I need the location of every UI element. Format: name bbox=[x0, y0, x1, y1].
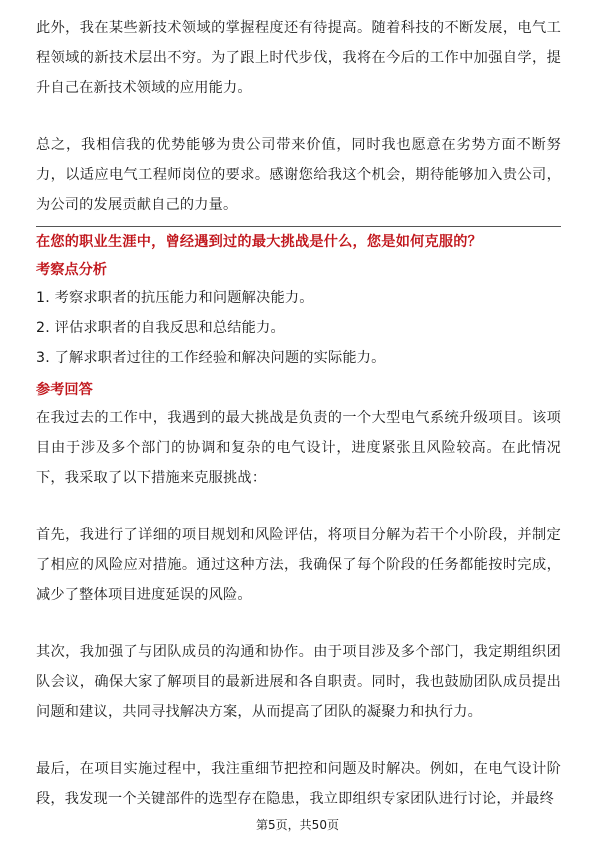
analysis-heading: 考察点分析 bbox=[36, 262, 107, 278]
analysis-item: 3. 了解求职者过往的工作经验和解决问题的实际能力。 bbox=[36, 350, 386, 366]
analysis-item: 2. 评估求职者的自我反思和总结能力。 bbox=[36, 320, 285, 336]
document-body bbox=[36, 13, 561, 814]
paragraph-gap bbox=[36, 610, 561, 637]
body-paragraph: 此外，我在某些新技术领域的掌握程度还有待提高。随着科技的不断发展，电气工程领域的新技术层出不穷。为了跟上时代步伐，我将在今后的工作中加强自学，提升自己在新技术领域的应用能力。 bbox=[36, 20, 561, 96]
interview-question: 在您的职业生涯中，曾经遇到过的最大挑战是什么，您是如何克服的？ bbox=[36, 234, 483, 250]
analysis-item: 1. 考察求职者的抗压能力和问题解决能力。 bbox=[36, 290, 314, 306]
answer-paragraph: 其次，我加强了与团队成员的沟通和协作。由于项目涉及多个部门，我定期组织团队会议，确保大家了解项目的最新进展和各自职责。同时，我也鼓励团队成员提出问题和建议，共同寻找解决方案，从而提高了团队的凝聚力和执行力。 bbox=[36, 644, 561, 720]
page-footer: 第5页，共50页 bbox=[256, 818, 339, 832]
paragraph-gap bbox=[36, 727, 561, 754]
paragraph-gap bbox=[36, 493, 561, 520]
answer-paragraph: 首先，我进行了详细的项目规划和风险评估，将项目分解为若干个小阶段，并制定了相应的风险应对措施。通过这种方法，我确保了每个阶段的任务都能按时完成，减少了整体项目进度延误的风险。 bbox=[36, 527, 561, 603]
answer-heading: 参考回答 bbox=[36, 382, 93, 398]
answer-paragraph: 最后，在项目实施过程中，我注重细节把控和问题及时解决。例如，在电气设计阶段，我发现一个关键部件的选型存在隐患，我立即组织专家团队进行讨论，并最终 bbox=[36, 761, 561, 807]
answer-paragraph: 在我过去的工作中，我遇到的最大挑战是负责的一个大型电气系统升级项目。该项目由于涉及多个部门的协调和复杂的电气设计，进度紧张且风险较高。在此情况下，我采取了以下措施来克服挑战： bbox=[36, 410, 561, 486]
body-paragraph: 总之，我相信我的优势能够为贵公司带来价值，同时我也愿意在劣势方面不断努力，以适应电气工程师岗位的要求。感谢您给我这个机会，期待能够加入贵公司，为公司的发展贡献自己的力量。 bbox=[36, 137, 561, 213]
paragraph-gap bbox=[36, 103, 561, 130]
